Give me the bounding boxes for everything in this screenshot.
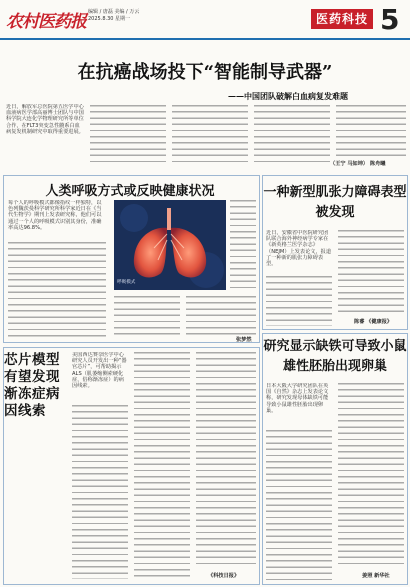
- lungs-icon: [114, 200, 226, 290]
- lead-headline: 在抗癌战场投下“智能制导武器”: [77, 62, 333, 83]
- iron-credit: 姜照 新华社: [362, 573, 390, 579]
- page-number: 5: [380, 3, 400, 36]
- dystonia-body-col1: 近日，安徽省中医院研究团队联合海外神经病学专家在《新英格兰医学杂志》（NEJM）上发表论文，报道了一种新的肌张力障碍表型。: [266, 230, 332, 268]
- iron-body-col2: [338, 383, 404, 567]
- lead-body-col2: [90, 105, 166, 165]
- lead-body-col5: [336, 105, 406, 158]
- lead-subheadline: ——中国团队破解白血病复发难题: [228, 91, 348, 101]
- als-body-col3: [196, 352, 256, 566]
- als-body-col1: 美国西达赛奈医学中心研究人员开发出一种“器官芯片”，可帮助揭示ALS（肌萎缩侧索硬化症，俗称渐冻症）的病因线索。: [72, 352, 127, 390]
- editor-line: 编辑 / 唐磊 美编 / 万云: [88, 9, 140, 15]
- dystonia-body-col2: [338, 230, 404, 314]
- iron-body-col1: 日本大阪大学研究团队在英国《自然》杂志上发表论文称，研究发现母体缺铁可能导致小鼠雄性胚胎出现卵巢。: [266, 383, 329, 414]
- lead-body-col3: [172, 105, 248, 165]
- breathing-article-title: 人类呼吸方式或反映健康状况: [45, 184, 215, 199]
- section-badge: 医药科技: [311, 9, 373, 29]
- dystonia-body-col1-cont: [266, 276, 332, 326]
- edition-meta: [88, 9, 139, 23]
- lead-body-col4: [254, 105, 330, 165]
- als-credit: 《科技日报》: [208, 573, 240, 579]
- masthead: [0, 0, 410, 40]
- breathing-body-col1: 每个人的呼吸模式都像指纹一样独特，以色列魏茨曼科学研究所科学家近日在《当代生物学》期刊上发表研究称，他们可以通过一个人的呼吸模式识别其身份，准确率高达96.8%。: [8, 200, 102, 231]
- breathing-body-col2: [114, 296, 180, 338]
- lead-body-col1: 近日，解放军总医院第五医学中心血液病医学部高丽博士团队与中国科学院大连化学物理研究所等单位合作，在FLT3突变急性髓系白血病复发机制研究中取得重要进展。: [6, 104, 84, 135]
- breathing-body-col1-cont: [8, 242, 106, 338]
- lead-credit: （王宁 马如坤） 陈舟曦: [330, 161, 386, 167]
- iron-body-col1-cont: [266, 430, 332, 580]
- figure-caption: 呼吸模式: [117, 280, 136, 285]
- breathing-body-col3: [186, 296, 256, 336]
- dystonia-credit: 陈睿 《健康报》: [354, 319, 393, 325]
- dystonia-article-title: 一种新型肌张力障碍表型被发现: [263, 185, 407, 220]
- als-article-title: 芯片模型有望发现渐冻症病因线索: [4, 352, 60, 419]
- iron-article-title: 研究显示缺铁可导致小鼠雄性胚胎出现卵巢: [263, 339, 407, 374]
- als-body-col2: [134, 352, 190, 578]
- newspaper-title: 农村医药报: [6, 12, 86, 32]
- breathing-credit: 张梦然: [236, 337, 252, 343]
- als-body-col1-cont: [72, 405, 128, 579]
- breathing-body-col3-top: [230, 200, 256, 290]
- lung-illustration: [114, 200, 226, 290]
- date-line: 2025.8.30 星期一: [88, 16, 131, 22]
